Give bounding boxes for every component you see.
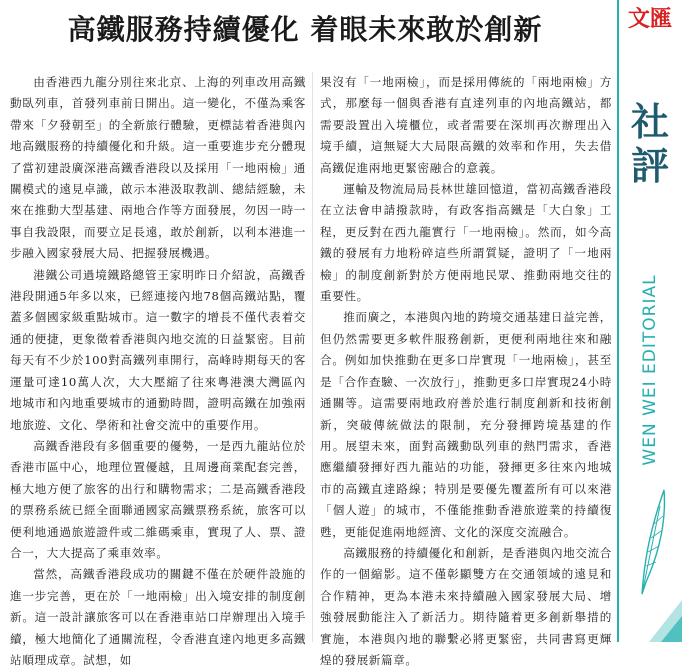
- corner-ornament-icon: [649, 600, 682, 642]
- article-column-right: [320, 72, 612, 667]
- article-column-left: [10, 72, 306, 667]
- headline: 高鐵服務持續優化 着眼未來敢於創新: [67, 13, 543, 46]
- paragraph: 港鐵公司過境鐵路總管王家明昨日介紹說，高鐵香港段開通5年多以來，已經連接內地78個高鐵站點，覆蓋多個國家級重點城市。這一數字的增長不僅代表着交通的便捷，更象徵着香港與內地交流的日益緊密。目前每天有不少於100對高鐵列車開行，高峰時期每天的客運量可達10萬人次，大大壓縮了往來粵港澳大灣區內地城市和內地重要城市的通勤時間，證明高鐵在加強兩地旅遊、文化、學術和社會交流中的重要作用。: [10, 267, 306, 432]
- editorial-label: WEN WEI EDITORIAL: [640, 274, 660, 466]
- paragraph: 由香港西九龍分別往來北京、上海的列車改用高鐵動臥列車，首發列車前日開出。這一變化，不僅為乘客帶來「夕發朝至」的全新旅行體驗，更標誌着香港與內地高鐵服務的持續優化和升級。這一重要進步充分體現了當初建設廣深港高鐵香港段以及採用「一地兩檢」通關模式的遠見卓識，啟示本港汲取教訓、總結經驗，未來在推動大型基建、兩地合作等方面發展，勿因一時一事自我設限，而要立足長遠，敢於創新，以利本港進一步融入國家發展大局、把握發展機遇。: [10, 75, 306, 261]
- quill-feather-icon: [636, 486, 670, 596]
- paragraph: 運輸及物流局局長林世雄回憶道，當初高鐵香港段在立法會申請撥款時，有政客指高鐵是「大白象」工程，更反對在西九龍實行「一地兩檢」。然而，如今高鐵的發展有力地粉碎這些所謂質疑，證明了「一地兩檢」的制度創新對於方便兩地民眾、推動兩地交往的重要性。: [320, 182, 612, 304]
- paragraph-continued: 果沒有「一地兩檢」，而是採用傳統的「兩地兩檢」方式，那麼每一個與香港有直達列車的內地高鐵站，都需要設置出入境櫃位，或者需要在深圳再次辦理出入境手續，這無疑大大局限高鐵的效率和作用，失去借高鐵促進兩地更緊密融合的意義。: [320, 75, 612, 175]
- paragraph: 高鐵服務的持續優化和創新，是香港與內地交流合作的一個縮影。這不僅彰顯雙方在交通領域的遠見和合作精神，更為本港未來持續融入國家發展大局、增強發展動能注入了新活力。期待隨着更多創新舉措的實施，本港與內地的聯繫必將更緊密，共同書寫更輝煌的發展新篇章。: [320, 545, 612, 667]
- column-divider: [312, 72, 313, 642]
- banner-accent-bar: [617, 0, 619, 642]
- section-title: 社評: [630, 100, 669, 188]
- paragraph: 高鐵香港段有多個重要的優勢，一是西九龍站位於香港市區中心，地理位置優越，且周邊商業配套完善，極大地方便了旅客的出行和購物需求；二是高鐵香港段的票務系統已經全面聯通國家高鐵票務系統，旅客可以便利地通過旅遊證件或二維碼乘車，實現了人、票、證合一，大大提高了乘車效率。: [10, 438, 306, 560]
- paragraph: 當然，高鐵香港段成功的關鍵不僅在於硬件設施的進一步完善，更在於「一地兩檢」出入境安排的制度創新。這一設計讓旅客可以在香港車站口岸辦理出入境手續，極大地簡化了通關流程，令香港直達內地更多高鐵站順理成章。試想，如: [10, 567, 306, 667]
- paragraph: 推而廣之，本港與內地的跨境交通基建日益完善，但仍然需要更多軟件服務創新，更便利兩地往來和融合。例如加快推動在更多口岸實現「一地兩檢」，甚至是「合作查驗、一次放行」，推動更多口岸實現24小時通關等。這需要兩地政府善於進行制度創新和技術創新，突破傳統做法的限制，充分發揮跨境基建的作用。展望未來，面對高鐵動臥列車的熱門需求，香港應繼續發揮好西九龍站的功能，發揮更多往來內地城市的高鐵直達路線；特別是要優先覆蓋所有可以來港「個人遊」的城市，不僅能推動香港旅遊業的持續復甦，更能促進兩地經濟、文化的深度交流融合。: [320, 310, 612, 539]
- masthead-logo: 文匯: [627, 7, 672, 32]
